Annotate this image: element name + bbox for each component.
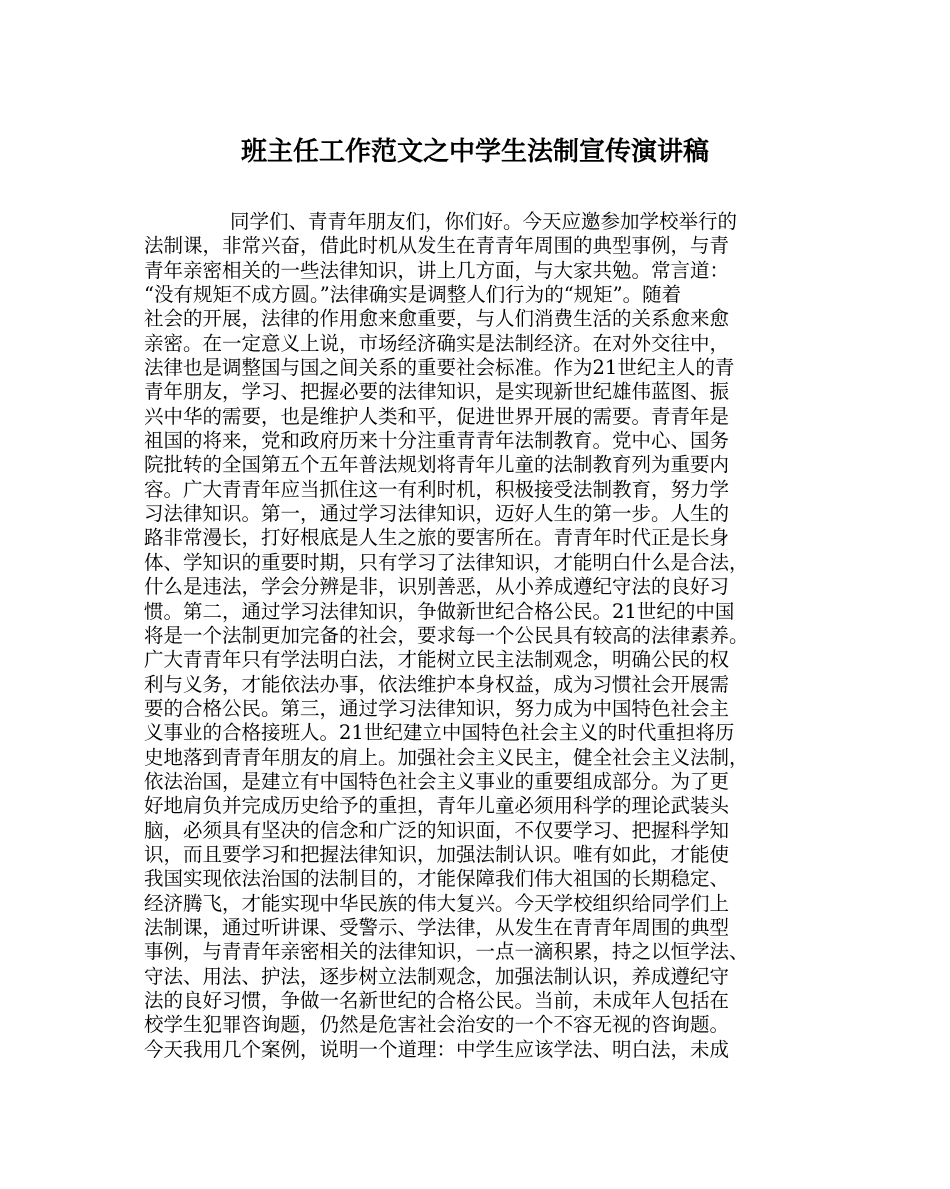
body-line: “没有规矩不成方圆。”法律确实是调整人们行为的“规矩”。随着	[144, 283, 682, 307]
body-line: 识，而且要学习和把握法律知识，加强法制认识。唯有如此，才能使	[144, 842, 730, 866]
body-line: 史地落到青青年朋友的肩上。加强社会主义民主，健全社会主义法制，	[144, 745, 749, 769]
body-line: 惯。第二，通过学习法律知识，争做新世纪合格公民。21世纪的中国	[144, 599, 735, 623]
body-line: 义事业的合格接班人。21世纪建立中国特色社会主义的时代重担将历	[144, 721, 735, 745]
body-line: 守法、用法、护法，逐步树立法制观念，加强法制认识，养成遵纪守	[144, 964, 730, 988]
body-line: 习法律知识。第一，通过学习法律知识，迈好人生的第一步。人生的	[144, 502, 730, 526]
body-line: 同学们、青青年朋友们，你们好。今天应邀参加学校举行的	[230, 210, 738, 233]
body-line: 法的良好习惯，争做一名新世纪的合格公民。当前，未成年人包括在	[144, 989, 730, 1012]
body-line: 路非常漫长，打好根底是人生之旅的要害所在。青青年时代正是长身	[144, 526, 730, 550]
body-line: 将是一个法制更加完备的社会，要求每一个公民具有较高的法律素养。	[144, 623, 749, 647]
body-line: 脑，必须具有坚决的信念和广泛的知识面，不仅要学习、把握科学知	[144, 818, 730, 842]
body-line: 法律也是调整国与国之间关系的重要社会标准。作为21世纪主人的青	[144, 356, 735, 380]
body-line: 亲密。在一定意义上说，市场经济确实是法制经济。在对外交往中，	[144, 331, 730, 355]
body-line: 广大青青年只有学法明白法，才能树立民主法制观念，明确公民的权	[144, 648, 730, 672]
body-line: 经济腾飞，才能实现中华民族的伟大复兴。今天学校组织给同学们上	[144, 891, 730, 915]
body-line: 我国实现依法治国的法制目的，才能保障我们伟大祖国的长期稳定、	[144, 867, 730, 891]
body-line: 法制课，通过听讲课、受警示、学法律，从发生在青青年周围的典型	[144, 915, 730, 939]
body-line: 要的合格公民。第三，通过学习法律知识，努力成为中国特色社会主	[144, 696, 730, 720]
body-line: 容。广大青青年应当抓住这一有利时机，积极接受法制教育，努力学	[144, 477, 730, 501]
body-line: 法制课，非常兴奋，借此时机从发生在青青年周围的典型事例，与青	[144, 234, 730, 258]
body-line: 依法治国，是建立有中国特色社会主义事业的重要组成部分。为了更	[144, 769, 730, 793]
body-line: 利与义务，才能依法办事，依法维护本身权益，成为习惯社会开展需	[144, 672, 730, 696]
body-line: 体、学知识的重要时期，只有学习了法律知识，才能明白什么是合法，	[144, 550, 749, 574]
body-line: 青年朋友，学习、把握必要的法律知识，是实现新世纪雄伟蓝图、振	[144, 380, 730, 404]
body-line: 好地肩负并完成历史给予的重担，青年儿童必须用科学的理论武装头	[144, 794, 730, 818]
body-line: 社会的开展，法律的作用愈来愈重要，与人们消费生活的关系愈来愈	[144, 307, 730, 331]
body-line: 今天我用几个案例，说明一个道理：中学生应该学法、明白法，未成	[144, 1037, 730, 1061]
body-line: 祖国的将来，党和政府历来十分注重青青年法制教育。党中心、国务	[144, 429, 730, 453]
document-title: 班主任工作范文之中学生法制宣传演讲稿	[240, 137, 709, 167]
body-line: 事例，与青青年亲密相关的法律知识，一点一滴积累，持之以恒学法、	[144, 940, 749, 964]
body-line: 青年亲密相关的一些法律知识，讲上几方面，与大家共勉。常言道：	[144, 258, 730, 282]
body-line: 校学生犯罪咨询题，仍然是危害社会治安的一个不容无视的咨询题。	[144, 1013, 730, 1037]
body-line: 什么是违法，学会分辨是非，识别善恶，从小养成遵纪守法的良好习	[144, 575, 730, 599]
body-line: 兴中华的需要，也是维护人类和平，促进世界开展的需要。青青年是	[144, 404, 730, 428]
body-paragraph	[144, 210, 810, 1062]
body-line: 院批转的全国第五个五年普法规划将青年儿童的法制教育列为重要内	[144, 453, 730, 477]
